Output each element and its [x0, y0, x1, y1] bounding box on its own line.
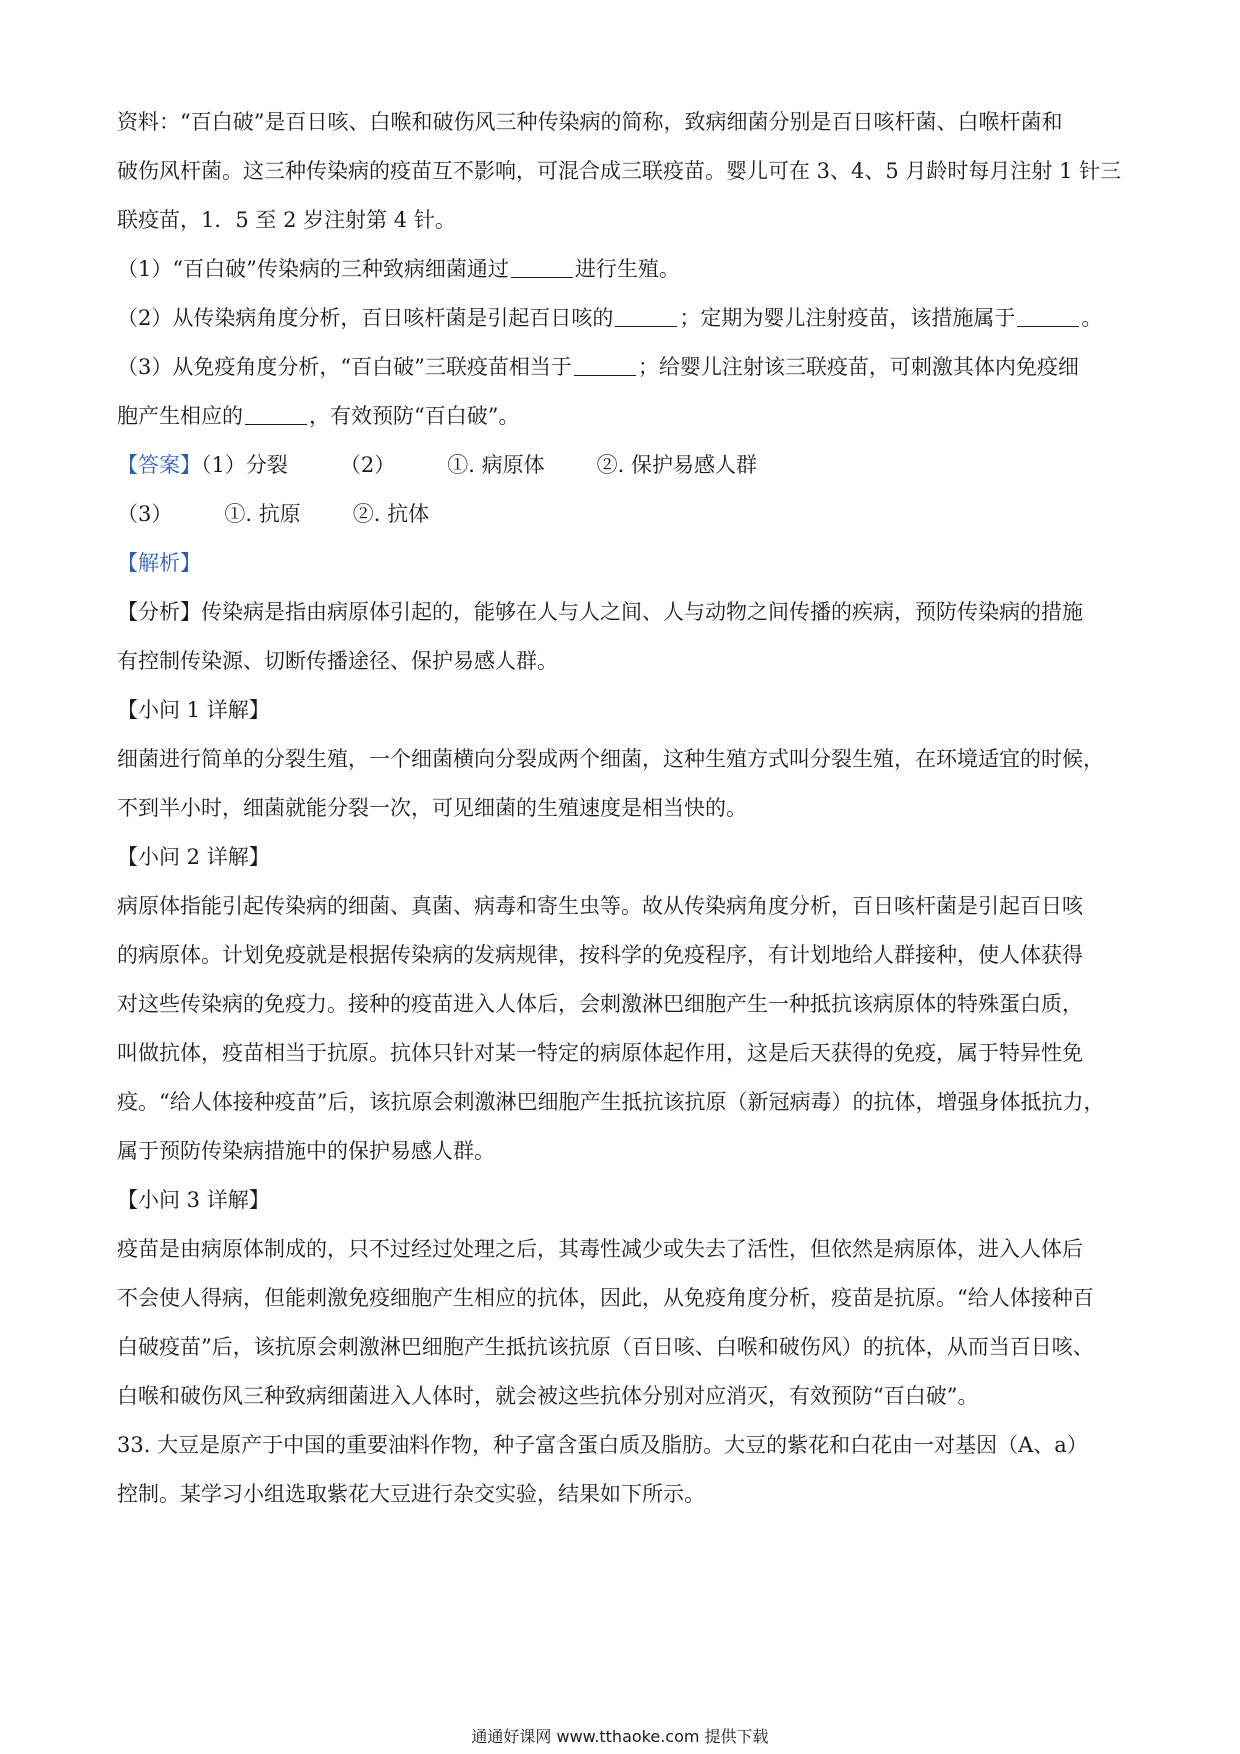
answer-item: （3） — [117, 502, 173, 526]
analysis-line: 的病原体。计划免疫就是根据传染病的发病规律，按科学的免疫程序，有计划地给人群接种，使人体获得 — [117, 943, 1083, 967]
analysis-line: 病原体指能引起传染病的细菌、真菌、病毒和寄生虫等。故从传染病角度分析，百日咳杆菌是引起百日咳 — [117, 894, 1083, 918]
answer-row-2 — [117, 490, 1129, 539]
question-2-text-middle: ；定期为婴儿注射疫苗，该措施属于 — [679, 306, 1016, 330]
question-2-text: （2）从传染病角度分析，百日咳杆菌是引起百日咳的 — [117, 306, 614, 330]
sub-question-1-body — [117, 735, 1129, 833]
answer-item: （1）分裂 — [201, 453, 288, 477]
sub-question-1-title: 【小问 1 详解】 — [117, 698, 270, 722]
analysis-line: 不会使人得病，但能刺激免疫细胞产生相应的抗体，因此，从免疫角度分析，疫苗是抗原。“给人体接种百 — [117, 1286, 1094, 1310]
analysis-line: 不到半小时，细菌就能分裂一次，可见细菌的生殖速度是相当快的。 — [117, 796, 747, 820]
answer-blank — [245, 406, 307, 425]
question-33 — [117, 1421, 1129, 1519]
answer-blank — [511, 259, 573, 278]
analysis-line: 白破疫苗”后，该抗原会刺激淋巴细胞产生抵抗该抗原（百日咳、白喉和破伤风）的抗体，从而当百日咳、 — [117, 1335, 1094, 1359]
material-line: 资料：“百白破”是百日咳、白喉和破伤风三种传染病的简称，致病细菌分别是百日咳杆菌、白喉杆菌和 — [117, 110, 1063, 134]
answer-tag: 【答案】 — [117, 453, 201, 477]
material-paragraph — [117, 98, 1129, 245]
material-line: 联疫苗，1．5 至 2 岁注射第 4 针。 — [117, 208, 456, 232]
material-line: 破伤风杆菌。这三种传染病的疫苗互不影响，可混合成三联疫苗。婴儿可在 3、4、5 月龄时每月注射 1 针三 — [117, 159, 1122, 183]
analysis-line: 属于预防传染病措施中的保护易感人群。 — [117, 1139, 495, 1163]
sub-question-3-body — [117, 1225, 1129, 1421]
answer-blank — [574, 357, 636, 376]
sub-question-3-title: 【小问 3 详解】 — [117, 1188, 270, 1212]
answer-block — [117, 441, 1129, 539]
sub-question-2-title: 【小问 2 详解】 — [117, 845, 270, 869]
question-1 — [117, 245, 1129, 294]
analysis-line: 【分析】传染病是指由病原体引起的，能够在人与人之间、人与动物之间传播的疾病，预防传染病的措施 — [117, 600, 1083, 624]
question-3-text-2: 胞产生相应的 — [117, 404, 243, 428]
question-3-text: （3）从免疫角度分析，“百白破”三联疫苗相当于 — [117, 355, 572, 379]
question-1-text: （1）“百白破”传染病的三种致病细菌通过 — [117, 257, 509, 281]
answer-blank — [1017, 308, 1079, 327]
answer-item: ①. 抗原 — [224, 502, 301, 526]
question-33-line: 33. 大豆是原产于中国的重要油料作物，种子富含蛋白质及脂肪。大豆的紫花和白花由一对基因（A、a） — [117, 1433, 1088, 1457]
analysis-line: 有控制传染源、切断传播途径、保护易感人群。 — [117, 649, 558, 673]
analysis-line: 对这些传染病的免疫力。接种的疫苗进入人体后，会刺激淋巴细胞产生一种抵抗该病原体的特殊蛋白质， — [117, 992, 1083, 1016]
analysis-line: 白喉和破伤风三种致病细菌进入人体时，就会被这些抗体分别对应消灭，有效预防“百白破”。 — [117, 1384, 979, 1408]
analysis-line: 疫。“给人体接种疫苗”后，该抗原会刺激淋巴细胞产生抵抗该抗原（新冠病毒）的抗体，增强身体抵抗力， — [117, 1090, 1105, 1114]
question-3-text-end: ，有效预防“百白破”。 — [309, 404, 520, 428]
question-3 — [117, 343, 1129, 441]
analysis-line: 叫做抗体，疫苗相当于抗原。抗体只针对某一特定的病原体起作用，这是后天获得的免疫，属于特异性免 — [117, 1041, 1083, 1065]
answer-item: ①. 病原体 — [447, 453, 545, 477]
answer-item: ②. 抗体 — [352, 502, 430, 526]
question-2-text-end: 。 — [1081, 306, 1103, 330]
document-page — [117, 98, 1129, 1519]
page-footer: 通通好课网 www.tthaoke.com 提供下载 — [471, 1727, 769, 1746]
answer-item: （2） — [339, 453, 396, 477]
question-3-line-2 — [117, 392, 1129, 441]
analysis-line: 细菌进行简单的分裂生殖，一个细菌横向分裂成两个细菌，这种生殖方式叫分裂生殖，在环境适宜的时候， — [117, 747, 1104, 771]
answer-item: ②. 保护易感人群 — [596, 453, 757, 477]
question-3-line-1 — [117, 343, 1129, 392]
analysis-line: 疫苗是由病原体制成的，只不过经过处理之后，其毒性减少或失去了活性，但依然是病原体，进入人体后 — [117, 1237, 1083, 1261]
sub-question-2-body — [117, 882, 1129, 1176]
question-33-line: 控制。某学习小组选取紫花大豆进行杂交实验，结果如下所示。 — [117, 1482, 705, 1506]
analysis-fenxi — [117, 588, 1129, 686]
answer-blank — [615, 308, 677, 327]
analysis-tag: 【解析】 — [117, 551, 201, 575]
question-3-text-cont: ；给婴儿注射该三联疫苗，可刺激其体内免疫细 — [637, 355, 1079, 379]
question-2 — [117, 294, 1129, 343]
answer-row-1 — [117, 441, 1129, 490]
question-1-text-end: 进行生殖。 — [574, 257, 680, 281]
